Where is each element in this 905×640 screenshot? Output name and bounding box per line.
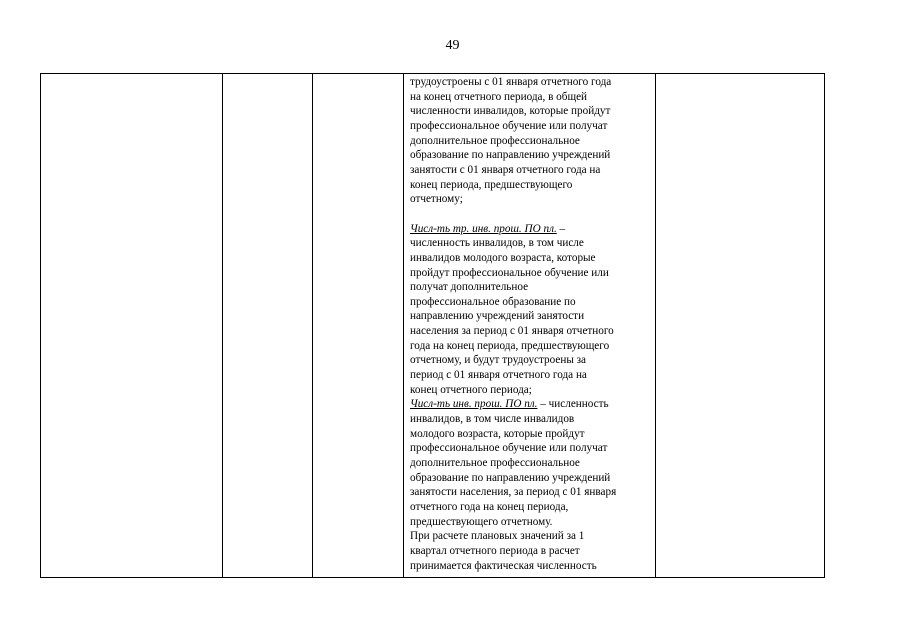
text-line <box>410 295 651 310</box>
table-cell-col2 <box>223 74 313 578</box>
text-line <box>410 485 651 500</box>
text-line <box>410 309 651 324</box>
table-row <box>41 74 825 578</box>
text-line <box>410 559 651 574</box>
line-text: период с 01 января отчетного года на <box>410 369 587 382</box>
term-label: Числ-ть инв. прош. ПО пл. <box>410 398 538 411</box>
text-line <box>410 515 651 530</box>
line-text: дополнительное профессиональное <box>410 457 580 470</box>
text-line <box>410 222 651 237</box>
line-text: на конец отчетного периода, в общей <box>410 90 588 103</box>
text-line <box>410 280 651 295</box>
line-text: – <box>556 222 566 235</box>
line-text: квартал отчетного периода в расчет <box>410 544 580 557</box>
line-text: направлению учреждений занятости <box>410 310 585 323</box>
text-line <box>410 192 651 207</box>
line-text: – численность <box>537 398 609 411</box>
line-text: конец периода, предшествующего <box>410 178 573 191</box>
line-text: отчетному; <box>410 193 463 206</box>
line-text: населения за период с 01 января отчетного <box>410 325 614 338</box>
text-line <box>410 441 651 456</box>
text-line <box>410 251 651 266</box>
text-line <box>410 544 651 559</box>
table-cell-col3 <box>313 74 404 578</box>
text-line <box>410 119 651 134</box>
line-text: молодого возраста, которые пройдут <box>410 427 585 440</box>
text-line <box>410 456 651 471</box>
text-line <box>410 339 651 354</box>
text-line <box>410 368 651 383</box>
line-text: занятости населения, за период с 01 января <box>410 486 617 499</box>
text-line <box>410 134 651 149</box>
term-label: Числ-ть тр. инв. прош. ПО пл. <box>410 222 557 235</box>
page-number: 49 <box>445 38 460 53</box>
definition-text <box>404 74 655 573</box>
text-line <box>410 236 651 251</box>
text-line <box>410 266 651 281</box>
line-text: профессиональное обучение или получат <box>410 119 608 132</box>
line-text: При расчете плановых значений за 1 <box>410 530 585 543</box>
line-text: отчетного года на конец периода, <box>410 501 569 514</box>
table-cell-col5 <box>656 74 825 578</box>
line-text: занятости с 01 января отчетного года на <box>410 163 601 176</box>
line-text: численность инвалидов, в том числе <box>410 237 584 250</box>
line-text: пройдут профессиональное обучение или <box>410 266 609 279</box>
text-line <box>410 148 651 163</box>
line-text: профессиональное обучение или получат <box>410 442 608 455</box>
line-text: инвалидов молодого возраста, которые <box>410 251 596 264</box>
line-text: дополнительное профессиональное <box>410 134 580 147</box>
text-line <box>410 471 651 486</box>
text-line <box>410 427 651 442</box>
line-text: предшествующего отчетному. <box>410 515 553 528</box>
table-cell-col4 <box>404 74 656 578</box>
line-text: инвалидов, в том числе инвалидов <box>410 413 575 426</box>
text-line <box>410 412 651 427</box>
line-text: получат дополнительное <box>410 281 529 294</box>
text-line <box>410 383 651 398</box>
text-line <box>410 90 651 105</box>
text-line <box>410 500 651 515</box>
line-text: отчетному, и будут трудоустроены за <box>410 354 587 367</box>
text-line <box>410 324 651 339</box>
line-text: конец отчетного периода; <box>410 383 532 396</box>
table-cell-col1 <box>41 74 223 578</box>
text-line <box>410 397 651 412</box>
text-line <box>410 353 651 368</box>
text-line <box>410 163 651 178</box>
text-line <box>410 104 651 119</box>
line-text: принимается фактическая численность <box>410 559 597 572</box>
line-text: трудоустроены с 01 января отчетного года <box>410 76 612 88</box>
document-table <box>40 73 825 578</box>
line-text: профессиональное образование по <box>410 295 576 308</box>
line-text: численности инвалидов, которые пройдут <box>410 105 611 118</box>
text-line <box>410 75 651 90</box>
line-text: года на конец периода, предшествующего <box>410 339 610 352</box>
line-text: образование по направлению учреждений <box>410 471 611 484</box>
line-text: образование по направлению учреждений <box>410 149 611 162</box>
text-line <box>410 529 651 544</box>
text-line <box>410 178 651 193</box>
blank-line <box>410 207 651 222</box>
